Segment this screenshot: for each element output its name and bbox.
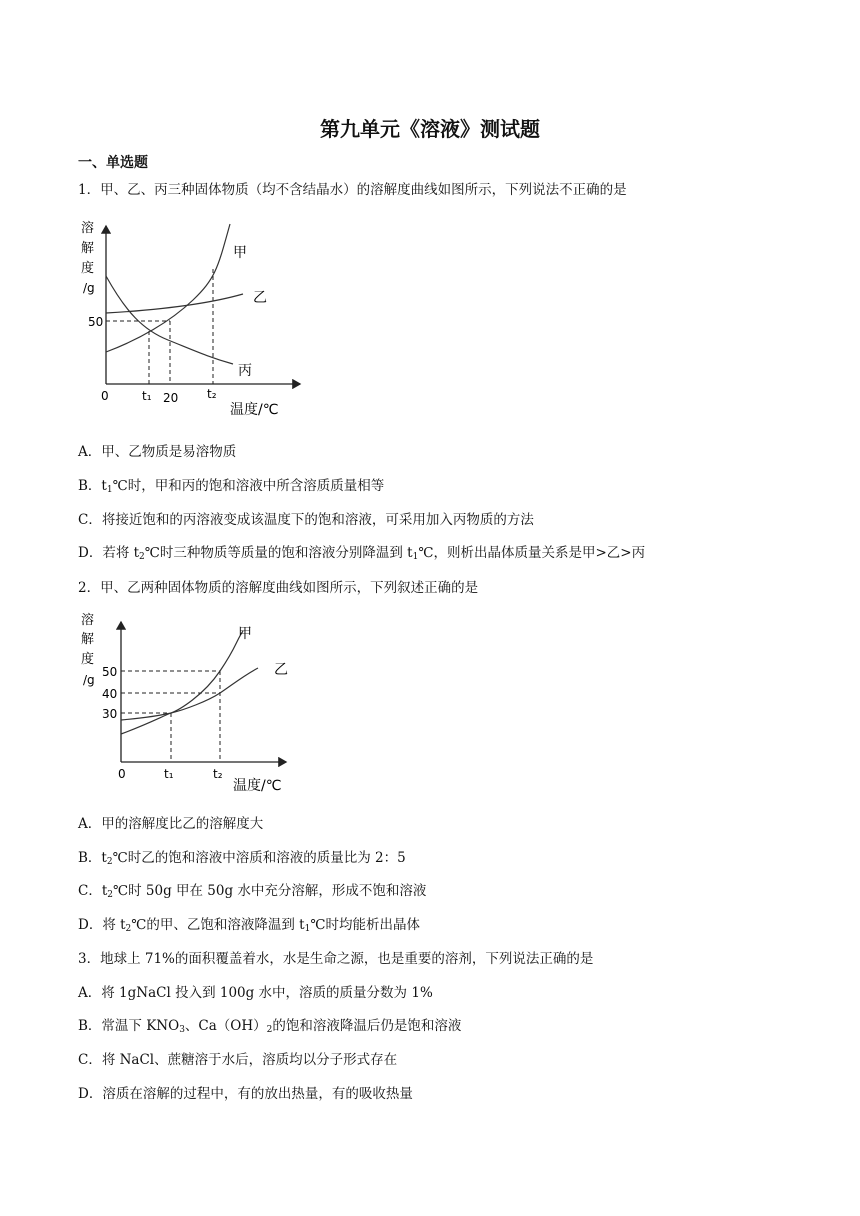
y-axis-label-2: 解 — [81, 241, 95, 256]
y-axis-label-4: /g — [83, 673, 95, 687]
y-axis-label-4: /g — [83, 281, 95, 295]
x-axis-label: 温度/℃ — [233, 778, 282, 794]
question-1-option-c: C．将接近饱和的丙溶液变成该温度下的饱和溶液，可采用加入丙物质的方法 — [78, 512, 534, 528]
x-tick-0: 0 — [101, 389, 109, 403]
y-axis-label-3: 度 — [81, 652, 95, 667]
question-3-option-b: B．常温下 $KNO_3$、$Ca(OH)_2$的饱和溶液降温后仍是饱和溶液 — [78, 1018, 462, 1035]
label-jia: 甲 — [233, 245, 247, 261]
question-3-option-d: D．溶质在溶解的过程中，有的放出热量，有的吸收热量 — [78, 1086, 413, 1102]
page-title: 第九单元《溶液》测试题 — [320, 117, 540, 141]
question-3-option-a: A．将 1gNaCl 投入到 100g 水中，溶质的质量分数为 1% — [78, 985, 433, 1001]
x-axis-label: 温度/℃ — [230, 402, 279, 418]
y-axis-label-1: 溶 — [81, 613, 95, 628]
y-tick-40: 40 — [102, 687, 118, 701]
question-3-stem: 3．地球上 71%的面积覆盖着水，水是生命之源，也是重要的溶剂，下列说法正确的是 — [78, 951, 594, 967]
curve-yi — [106, 294, 243, 313]
label-yi: 乙 — [253, 290, 267, 306]
x-tick-t1: t₁ — [164, 767, 174, 781]
question-2-figure — [78, 606, 308, 802]
question-1-option-d: D．若将 $t_2℃$时三种物质等质量的饱和溶液分别降温到 $t_1℃$，则析出晶体质量关系是甲>乙>丙 — [78, 545, 646, 562]
question-3-option-c: C．将 NaCl、蔗糖溶于水后，溶质均以分子形式存在 — [78, 1052, 398, 1068]
section-heading: 一、单选题 — [78, 155, 148, 171]
question-2-option-d: D．将 $t_2℃$的甲、乙饱和溶液降温到 $t_1℃$时均能析出晶体 — [78, 917, 420, 934]
y-axis-label-3: 度 — [81, 261, 95, 276]
y-tick-30: 30 — [102, 707, 118, 721]
curve-jia — [106, 224, 230, 352]
question-1-option-b: B．$t_1℃$时，甲和丙的饱和溶液中所含溶质质量相等 — [78, 478, 385, 495]
question-2-stem: 2．甲、乙两种固体物质的溶解度曲线如图所示，下列叙述正确的是 — [78, 580, 479, 596]
question-2-option-b: B．$t_2℃$时乙的饱和溶液中溶质和溶液的质量比为 2：5 — [78, 850, 406, 867]
x-tick-t2: t₂ — [213, 767, 223, 781]
question-1-stem: 1．甲、乙、丙三种固体物质（均不含结晶水）的溶解度曲线如图所示，下列说法不正确的是 — [78, 182, 627, 198]
curve-yi — [121, 668, 258, 720]
question-2-option-a: A．甲的溶解度比乙的溶解度大 — [78, 816, 264, 832]
solubility-chart-2 — [78, 606, 308, 798]
x-tick-t2: t₂ — [207, 387, 217, 401]
label-jia: 甲 — [238, 626, 252, 642]
label-bing: 丙 — [238, 363, 252, 379]
y-axis-label-2: 解 — [81, 632, 95, 647]
label-yi: 乙 — [274, 662, 288, 678]
solubility-chart-1 — [78, 212, 308, 422]
x-tick-20: 20 — [163, 391, 179, 405]
question-1-option-a: A．甲、乙物质是易溶物质 — [78, 444, 237, 460]
question-1-figure — [78, 212, 308, 426]
question-2-option-c: C．$t_2℃$时 50g 甲在 50g 水中充分溶解，形成不饱和溶液 — [78, 883, 427, 900]
y-axis-label-1: 溶 — [81, 221, 95, 236]
y-tick-50: 50 — [102, 665, 118, 679]
x-tick-0: 0 — [118, 767, 126, 781]
y-tick-50: 50 — [88, 315, 104, 329]
x-tick-t1: t₁ — [142, 389, 152, 403]
